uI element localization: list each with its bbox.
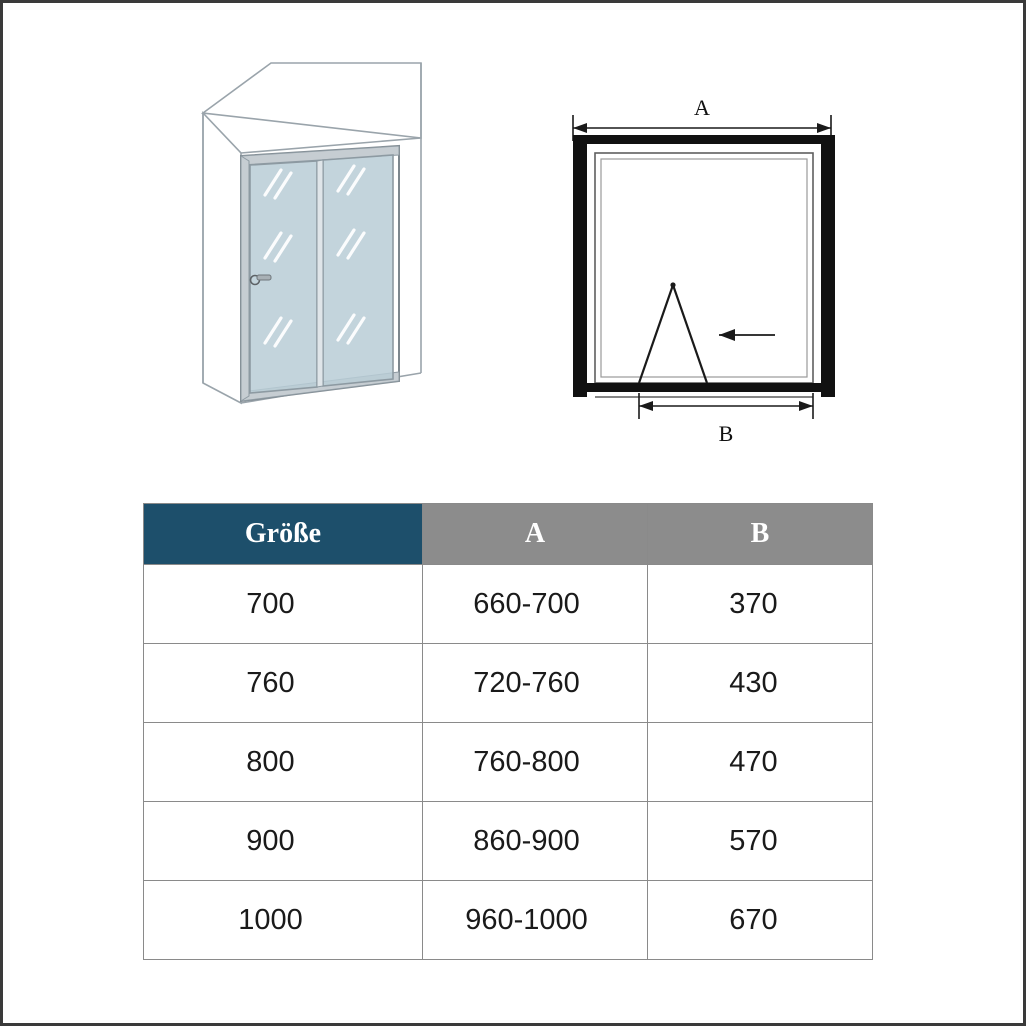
cell-groesse: 900 bbox=[144, 802, 423, 881]
shower-door-3d-view bbox=[193, 43, 453, 448]
svg-text:B: B bbox=[718, 421, 734, 446]
table-row bbox=[144, 723, 873, 802]
cell-b: 370 bbox=[648, 565, 873, 644]
cell-b: 430 bbox=[648, 644, 873, 723]
cell-b: 570 bbox=[648, 802, 873, 881]
cell-a: 720-760 bbox=[423, 644, 648, 723]
size-table-wrapper bbox=[143, 503, 863, 960]
shower-door-top-plan-view bbox=[543, 73, 873, 458]
cell-groesse: 700 bbox=[144, 565, 423, 644]
cell-a: 860-900 bbox=[423, 802, 648, 881]
size-table bbox=[143, 503, 873, 960]
table-header-row bbox=[144, 504, 873, 565]
cell-groesse: 760 bbox=[144, 644, 423, 723]
table-header-a: A bbox=[423, 504, 648, 565]
table-header-groesse: Größe bbox=[144, 504, 423, 565]
table-row bbox=[144, 644, 873, 723]
cell-a: 960-1000 bbox=[423, 881, 648, 960]
cell-b: 470 bbox=[648, 723, 873, 802]
cell-b: 670 bbox=[648, 881, 873, 960]
table-header-b: B bbox=[648, 504, 873, 565]
table-row bbox=[144, 565, 873, 644]
drawings-area bbox=[3, 3, 1023, 473]
cell-groesse: 800 bbox=[144, 723, 423, 802]
cell-groesse: 1000 bbox=[144, 881, 423, 960]
cell-a: 760-800 bbox=[423, 723, 648, 802]
cell-a: 660-700 bbox=[423, 565, 648, 644]
table-row bbox=[144, 802, 873, 881]
table-row bbox=[144, 881, 873, 960]
svg-text:A: A bbox=[694, 95, 710, 120]
